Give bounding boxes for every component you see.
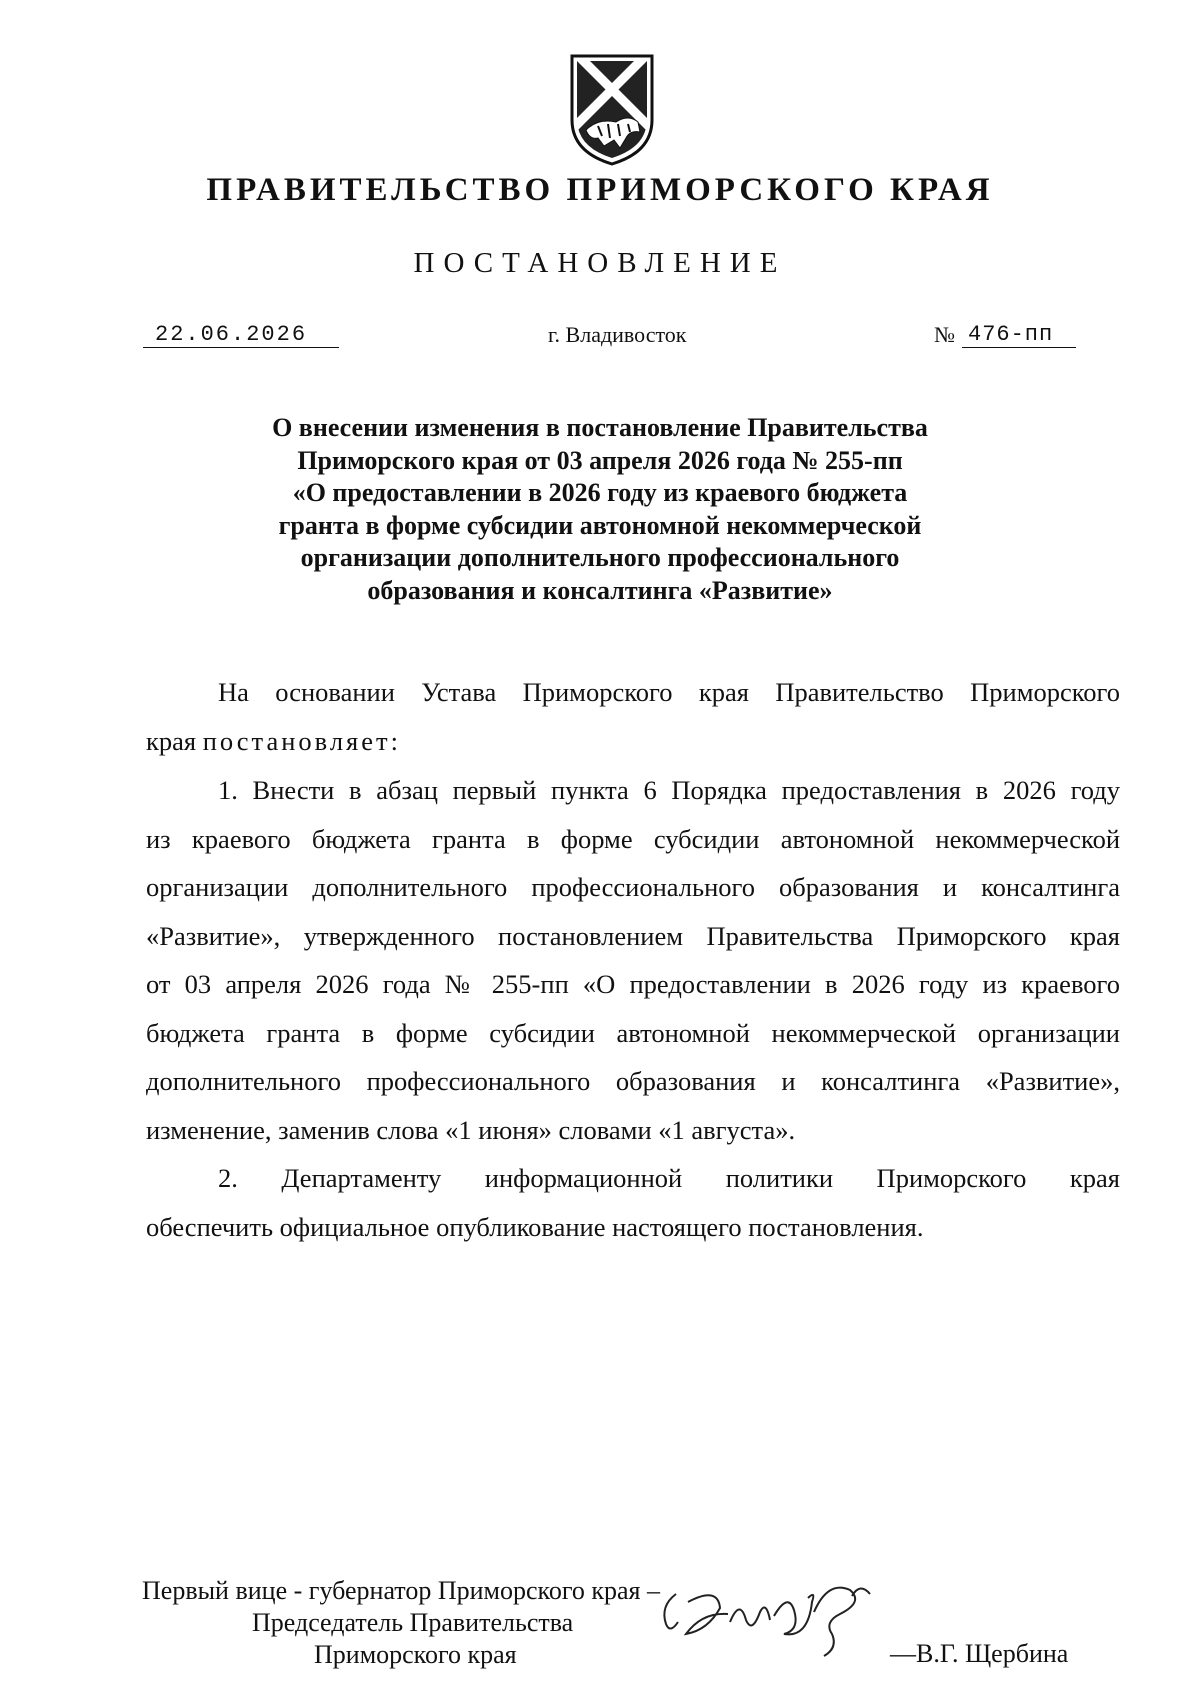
coat-of-arms-icon	[568, 52, 656, 168]
text-line: 1. Внести в абзац первый пункта 6 Порядка предоставления в 2026 году	[218, 775, 1120, 805]
government-name: ПРАВИТЕЛЬСТВО ПРИМОРСКОГО КРАЯ	[206, 172, 994, 208]
text-line: дополнительного профессионального образования и консалтинга «Развитие»,	[146, 1066, 1120, 1096]
heading-line: образования и консалтинга «Развитие»	[367, 575, 833, 605]
text-line: организации дополнительного профессионального образования и консалтинга	[146, 872, 1120, 902]
heading-line: гранта в форме субсидии автономной некоммерческой	[278, 510, 922, 540]
heading-line: «О предоставлении в 2026 году из краевого бюджета	[292, 478, 908, 507]
text-line: от 03 апреля 2026 года № 255-пп «О предоставлении в 2026 году из краевого	[146, 969, 1120, 999]
text-line: 2. Департаменту информационной политики Приморского края	[218, 1163, 1120, 1193]
document-type: ПОСТАНОВЛЕНИЕ	[413, 247, 787, 279]
document-heading	[150, 412, 1050, 607]
document-date: 22.06.2026	[143, 323, 339, 348]
preamble-prefix: края	[146, 725, 203, 756]
handwritten-signature-icon	[648, 1572, 888, 1662]
text-line	[146, 717, 1120, 766]
text-line: «Развитие», утвержденного постановлением Правительства Приморского края	[146, 920, 1120, 951]
document-city: г. Владивосток	[548, 322, 687, 347]
heading-line: О внесении изменения в постановление Правительства	[272, 413, 928, 442]
item-1-paragraph	[146, 766, 1120, 1154]
text-line: бюджета гранта в форме субсидии автономной некоммерческой организации	[146, 1017, 1120, 1048]
position-line: Председатель Правительства	[252, 1608, 574, 1637]
document-number: 476-пп	[962, 323, 1076, 348]
position-line: Первый вице - губернатор Приморского края –	[142, 1576, 660, 1605]
signatory-name: —В.Г. Щербина	[890, 1639, 1069, 1668]
number-sign: №	[934, 322, 955, 347]
position-line: Приморского края	[314, 1640, 517, 1669]
item-2-paragraph	[146, 1154, 1120, 1251]
text-line: обеспечить официальное опубликование настоящего постановления.	[146, 1211, 924, 1242]
text-line: из краевого бюджета гранта в форме субсидии автономной некоммерческой	[146, 823, 1120, 854]
text-line: изменение, заменив слова «1 июня» словами «1 августа».	[146, 1114, 796, 1145]
resolves-word: постановляет:	[202, 725, 401, 756]
text-line: На основании Устава Приморского края Правительство Приморского	[218, 677, 1120, 707]
signatory-position	[142, 1575, 660, 1671]
heading-line: организации дополнительного профессионального	[300, 543, 900, 572]
heading-line: Приморского края от 03 апреля 2026 года № 255-пп	[297, 445, 903, 475]
preamble-paragraph	[146, 668, 1120, 765]
